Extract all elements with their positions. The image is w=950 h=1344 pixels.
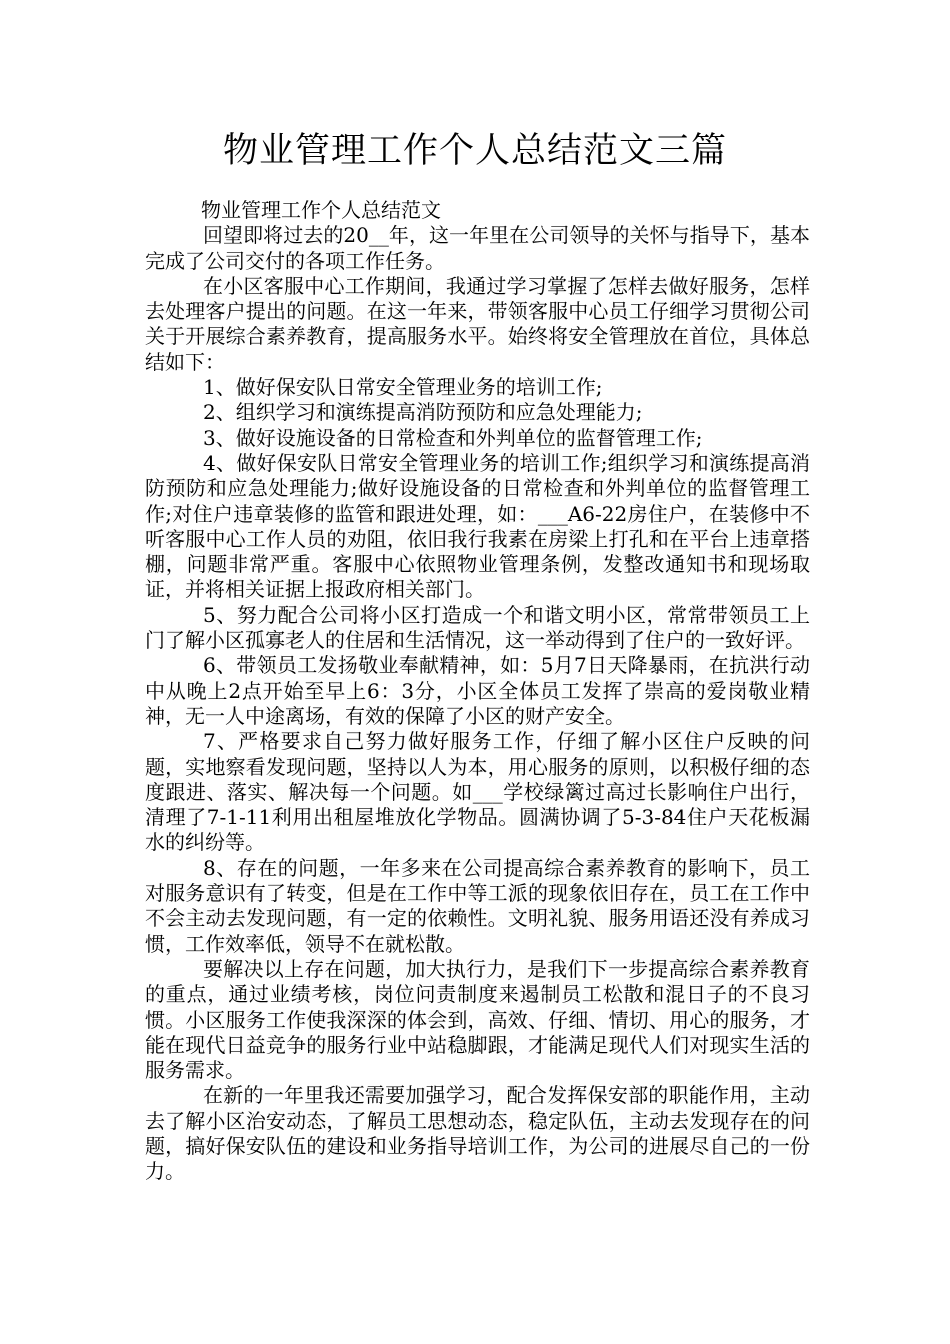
list-item-2: 2、组织学习和演练提高消防预防和应急处理能力;	[203, 400, 643, 425]
section-subheading: 物业管理工作个人总结范文	[201, 198, 441, 222]
list-item-5: 5、努力配合公司将小区打造成一个和谐文明小区，常常带领员工上门了解小区孤寡老人的住居和生活情况，这一举动得到了住户的一致好评。	[145, 602, 810, 653]
list-item-6: 6、带领员工发扬敬业奉献精神，如：5月7日天降暴雨，在抗洪行动中从晚上2点开始至早上6：3分，小区全体员工发挥了崇高的爱岗敬业精神，无一人中途离场，有效的保障了小区的财产安全。	[145, 653, 810, 728]
paragraph-intro: 回望即将过去的20__年，这一年里在公司领导的关怀与指导下，基本完成了公司交付的各项工作任务。	[145, 223, 810, 273]
paragraph-overview: 在小区客服中心工作期间，我通过学习掌握了怎样去做好服务，怎样去处理客户提出的问题。在这一年来，带领客服中心员工仔细学习贯彻公司关于开展综合素养教育，提高服务水平。始终将安全管理放在首位，具体总结如下：	[145, 273, 810, 374]
document-body	[145, 198, 810, 1185]
list-item-8: 8、存在的问题，一年多来在公司提高综合素养教育的影响下，员工对服务意识有了转变，但是在工作中等工派的现象依旧存在，员工在工作中不会主动去发现问题，有一定的依赖性。文明礼貌、服务用语还没有养成习惯，工作效率低，领导不在就松散。	[145, 855, 810, 956]
list-item-4: 4、做好保安队日常安全管理业务的培训工作;组织学习和演练提高消防预防和应急处理能力;做好设施设备的日常检查和外判单位的监督管理工作;对住户违章装修的监管和跟进处理，如：___A6-22房住户，在装修中不听客服中心工作人员的劝阻，依旧我行我素在房梁上打孔和在平台上违章搭棚，问题非常严重。客服中心依照物业管理条例，发整改通知书和现场取证，并将相关证据上报政府相关部门。	[145, 450, 810, 602]
paragraph-solution: 要解决以上存在问题，加大执行力，是我们下一步提高综合素养教育的重点，通过业绩考核，岗位问责制度来遏制员工松散和混日子的不良习惯。小区服务工作使我深深的体会到，高效、仔细、情切、用心的服务，才能在现代日益竞争的服务行业中站稳脚跟，才能满足现代人们对现实生活的服务需求。	[145, 956, 810, 1083]
document-title: 物业管理工作个人总结范文三篇	[222, 131, 727, 171]
paragraph-conclusion: 在新的一年里我还需要加强学习，配合发挥保安部的职能作用，主动去了解小区治安动态，了解员工思想动态，稳定队伍，主动去发现存在的问题，搞好保安队伍的建设和业务指导培训工作，为公司的进展尽自己的一份力。	[145, 1083, 810, 1184]
list-item-1: 1、做好保安队日常安全管理业务的培训工作;	[203, 375, 603, 400]
list-item-7: 7、严格要求自己努力做好服务工作，仔细了解小区住户反映的问题，实地察看发现问题，坚持以人为本，用心服务的原则，以积极仔细的态度跟进、落实、解决每一个问题。如___学校绿篱过高过长影响住户出行，清理了7-1-11利用出租屋堆放化学物品。圆满协调了5-3-84住户天花板漏水的纠纷等。	[145, 729, 810, 855]
list-item-3: 3、做好设施设备的日常检查和外判单位的监督管理工作;	[203, 425, 703, 450]
